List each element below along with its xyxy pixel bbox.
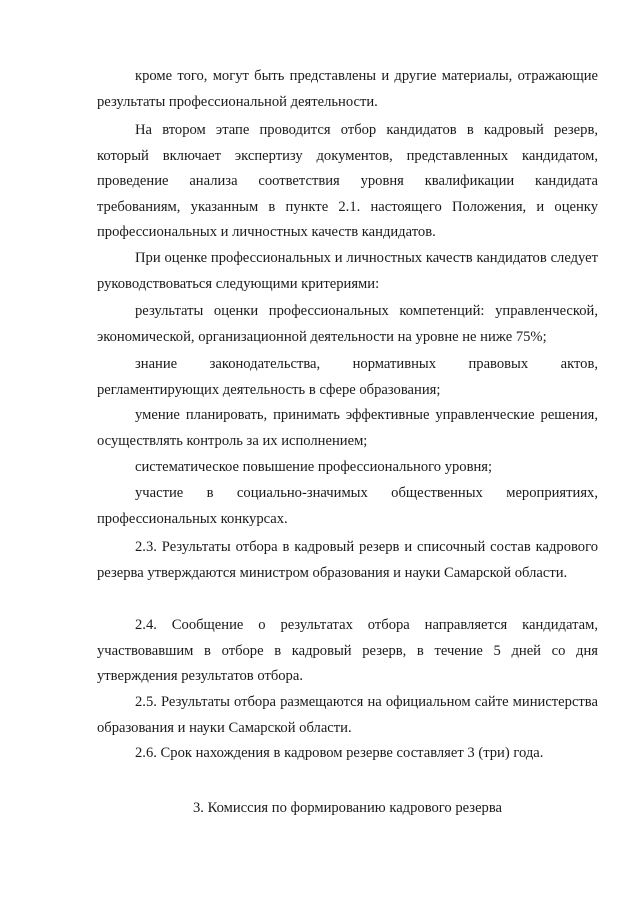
paragraph-2-3: 2.3. Результаты отбора в кадровый резерв и списочный состав кадрового резерва утверждаются министром образования и науки Самарской области. [97, 539, 598, 581]
paragraph-2-5: 2.5. Результаты отбора размещаются на официальном сайте министерства образования и науки Самарской области. [97, 694, 598, 736]
paragraph-second-stage: На втором этапе проводится отбор кандидатов в кадровый резерв, который включает экспертизу документов, представленных кандидатом, проведение анализа соответствия уровня квалификации кандидата требованиям, указанным в пункте 2.1. настоящего Положения, и оценку профессиональных и личностных качеств кандидатов. [97, 122, 598, 241]
criterion-item-legislation: знание законодательства, нормативных правовых актов, регламентирующих деятельность в сфере образования; [97, 356, 598, 398]
section-heading: 3. Комиссия по формированию кадрового резерва [192, 800, 503, 816]
criterion-item-professional-growth: систематическое повышение профессионального уровня; [135, 459, 493, 475]
criterion-item-participation: участие в социально-значимых общественных мероприятиях, профессиональных конкурсах. [97, 485, 598, 527]
paragraph-continuation: кроме того, могут быть представлены и другие материалы, отражающие результаты профессиональной деятельности. [97, 68, 598, 110]
paragraph-criteria-intro: При оценке профессиональных и личностных качеств кандидатов следует руководствоваться следующими критериями: [97, 250, 598, 292]
paragraph-2-6: 2.6. Срок нахождения в кадровом резерве составляет 3 (три) года. [135, 745, 544, 761]
criterion-item-competencies: результаты оценки профессиональных компетенций: управленческой, экономической, организационной деятельности на уровне не ниже 75%; [97, 303, 598, 345]
criterion-item-planning: умение планировать, принимать эффективные управленческие решения, осуществлять контроль за их исполнением; [97, 407, 598, 449]
paragraph-2-4: 2.4. Сообщение о результатах отбора направляется кандидатам, участвовавшим в отборе в кадровый резерв, в течение 5 дней со дня утверждения результатов отбора. [97, 617, 598, 685]
